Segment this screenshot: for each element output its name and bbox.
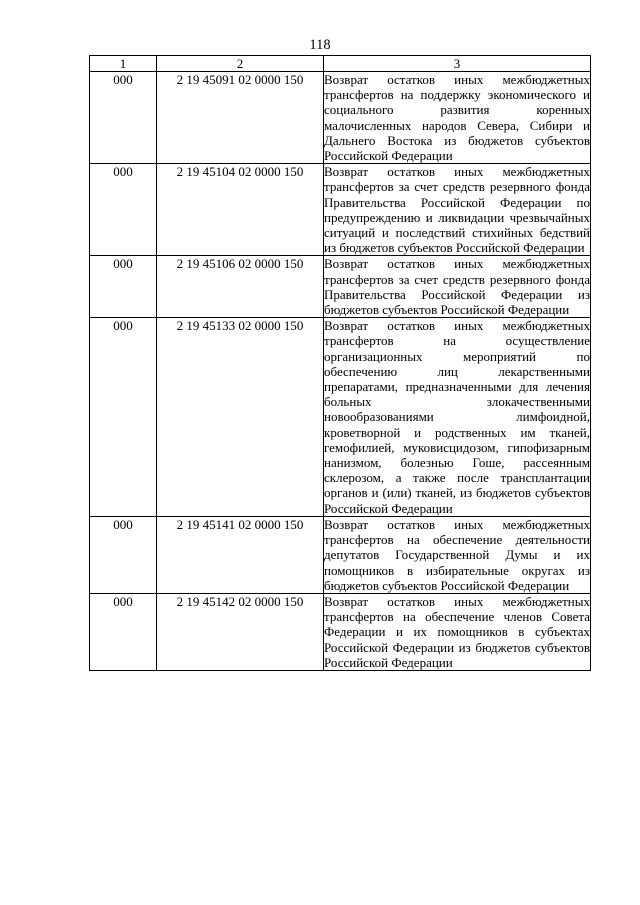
table-row [90,256,591,318]
page-number: 118 [309,37,331,53]
income-name-cell: Возврат остатков иных межбюджетных трансфертов на осуществление организационных мероприятий по обеспечению лиц лекарственными препаратами, предназначенными для лечения больных злокачественными новообразованиями лимфоидной, кроветворной и родственных им тканей, гемофилией, муковисцидозом, гипофизарным нанизмом, болезнью Гоше, рассеянным склерозом, а также после трансплантации органов и (или) тканей, из бюджетов субъектов Российской Федерации [324,318,590,516]
admin-code-cell: 000 [90,318,157,517]
table-header-row [90,56,591,72]
budget-code-cell: 2 19 45104 02 0000 150 [157,164,324,256]
budget-code-cell: 2 19 45133 02 0000 150 [157,318,324,517]
header-col-2: 2 [157,56,324,72]
table-body [90,72,591,671]
budget-code-cell: 2 19 45106 02 0000 150 [157,256,324,318]
header-col-3: 3 [324,56,591,72]
table-row [90,318,591,517]
admin-code-cell: 000 [90,516,157,593]
table-row [90,164,591,256]
table-header [90,56,591,72]
income-name-cell: Возврат остатков иных межбюджетных трансфертов за счет средств резервного фонда Правительства Российской Федерации по предупреждению и ликвидации чрезвычайных ситуаций и последствий стихийных бедствий из бюджетов субъектов Российской Федерации [324,164,590,256]
admin-code-cell: 000 [90,256,157,318]
budget-code-cell: 2 19 45142 02 0000 150 [157,593,324,670]
income-name-cell: Возврат остатков иных межбюджетных трансфертов за счет средств резервного фонда Правительства Российской Федерации из бюджетов субъектов Российской Федерации [324,256,590,318]
budget-code-cell: 2 19 45141 02 0000 150 [157,516,324,593]
income-name-cell: Возврат остатков иных межбюджетных трансфертов на поддержку экономического и социального развития коренных малочисленных народов Севера, Сибири и Дальнего Востока из бюджетов субъектов Российской Федерации [324,72,590,164]
budget-classification-table [89,55,591,671]
budget-code-cell: 2 19 45091 02 0000 150 [157,72,324,164]
table-row [90,516,591,593]
admin-code-cell: 000 [90,72,157,164]
income-name-cell: Возврат остатков иных межбюджетных трансфертов на обеспечение членов Совета Федерации и их помощников в субъектах Российской Федерации из бюджетов субъектов Российской Федерации [324,593,590,670]
admin-code-cell: 000 [90,593,157,670]
income-name-cell: Возврат остатков иных межбюджетных трансфертов на обеспечение деятельности депутатов Государственной Думы и их помощников в избирательные округах из бюджетов субъектов Российской Федерации [324,516,590,593]
admin-code-cell: 000 [90,164,157,256]
header-col-1: 1 [90,56,157,72]
table-row [90,72,591,164]
table-row [90,593,591,670]
